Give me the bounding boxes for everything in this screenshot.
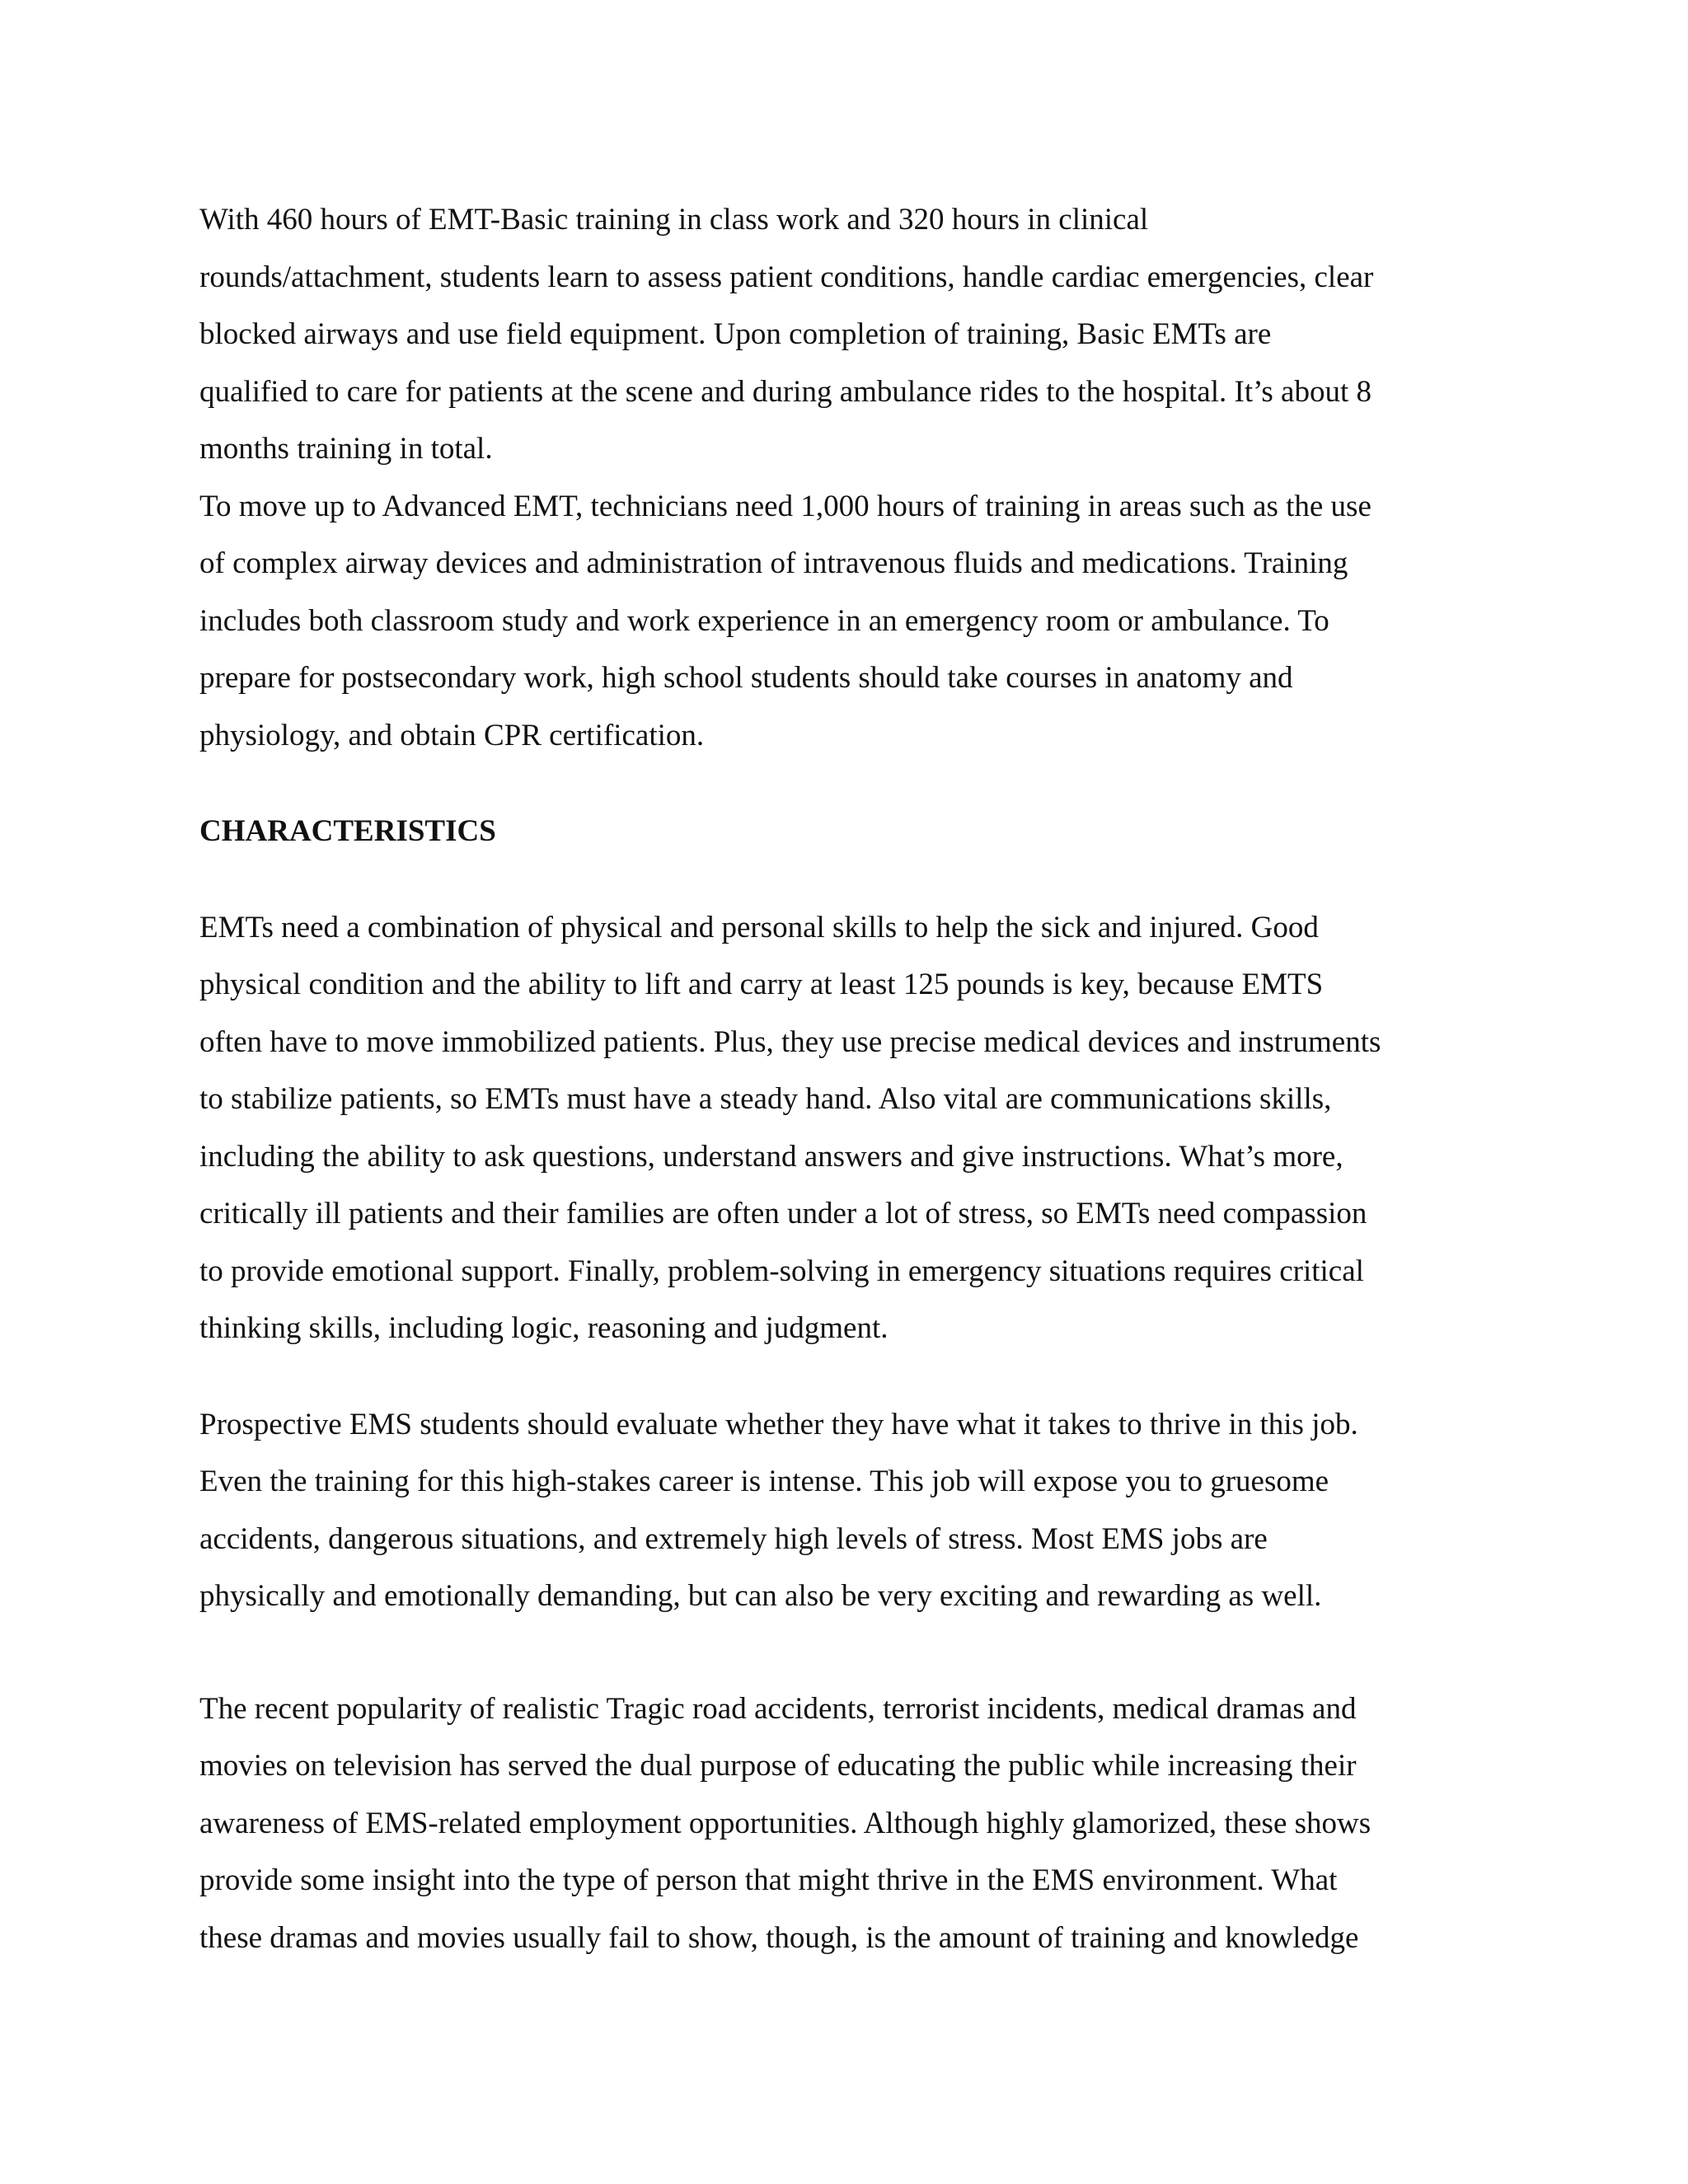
text-line: prepare for postsecondary work, high school students should take courses in anatomy and: [199, 661, 1293, 695]
text-line: Prospective EMS students should evaluate whether they have what it takes to thrive in this job.: [199, 1407, 1358, 1441]
text-line: critically ill patients and their families are often under a lot of stress, so EMTs need compassion: [199, 1197, 1367, 1230]
text-line: including the ability to ask questions, understand answers and give instructions. What’s more,: [199, 1139, 1343, 1174]
section-heading: CHARACTERISTICS: [199, 814, 496, 848]
text-line: accidents, dangerous situations, and extremely high levels of stress. Most EMS jobs are: [199, 1521, 1268, 1556]
text-line: months training in total.: [199, 432, 493, 466]
text-line: often have to move immobilized patients. Plus, they use precise medical devices and instruments: [199, 1024, 1381, 1059]
text-line: thinking skills, including logic, reasoning and judgment.: [199, 1311, 889, 1345]
text-line: rounds/attachment, students learn to assess patient conditions, handle cardiac emergencies, clear: [199, 260, 1374, 294]
text-line: provide some insight into the type of person that might thrive in the EMS environment. What: [199, 1863, 1338, 1897]
spacer: [199, 1357, 1493, 1396]
paragraph-emt-basic: [199, 191, 1493, 478]
text-line: Even the training for this high-stakes career is intense. This job will expose you to gruesome: [199, 1465, 1329, 1498]
text-line: qualified to care for patients at the scene and during ambulance rides to the hospital. It’s about 8: [199, 374, 1372, 409]
spacer: [199, 764, 1493, 803]
paragraph-media-popularity: [199, 1680, 1493, 1967]
text-line: to provide emotional support. Finally, problem-solving in emergency situations requires critical: [199, 1254, 1364, 1288]
text-line: blocked airways and use field equipment. Upon completion of training, Basic EMTs are: [199, 317, 1272, 351]
spacer: [199, 860, 1493, 899]
paragraph-skills: [199, 899, 1493, 1357]
text-line: of complex airway devices and administration of intravenous fluids and medications. Training: [199, 546, 1348, 580]
text-line: physiology, and obtain CPR certification.: [199, 718, 705, 752]
text-line: EMTs need a combination of physical and personal skills to help the sick and injured. Good: [199, 910, 1319, 944]
text-line: awareness of EMS-related employment opportunities. Although highly glamorized, these shows: [199, 1806, 1372, 1840]
text-line: movies on television has served the dual purpose of educating the public while increasing their: [199, 1749, 1357, 1783]
text-line: The recent popularity of realistic Tragic road accidents, terrorist incidents, medical dramas and: [199, 1691, 1357, 1726]
paragraph-advanced-emt: [199, 478, 1493, 765]
text-line: physical condition and the ability to lift and carry at least 125 pounds is key, because EMTS: [199, 968, 1324, 1001]
text-line: to stabilize patients, so EMTs must have a steady hand. Also vital are communications skills,: [199, 1082, 1332, 1116]
text-line: With 460 hours of EMT-Basic training in class work and 320 hours in clinical: [199, 203, 1149, 237]
text-line: To move up to Advanced EMT, technicians need 1,000 hours of training in areas such as the use: [199, 489, 1372, 523]
text-line: includes both classroom study and work experience in an emergency room or ambulance. To: [199, 603, 1329, 638]
text-line: these dramas and movies usually fail to show, though, is the amount of training and knowledge: [199, 1920, 1359, 1955]
paragraph-prospective-students: [199, 1396, 1493, 1625]
document-body: [199, 191, 1493, 1966]
spacer: [199, 1625, 1493, 1680]
text-line: physically and emotionally demanding, but can also be very exciting and rewarding as well.: [199, 1579, 1322, 1613]
